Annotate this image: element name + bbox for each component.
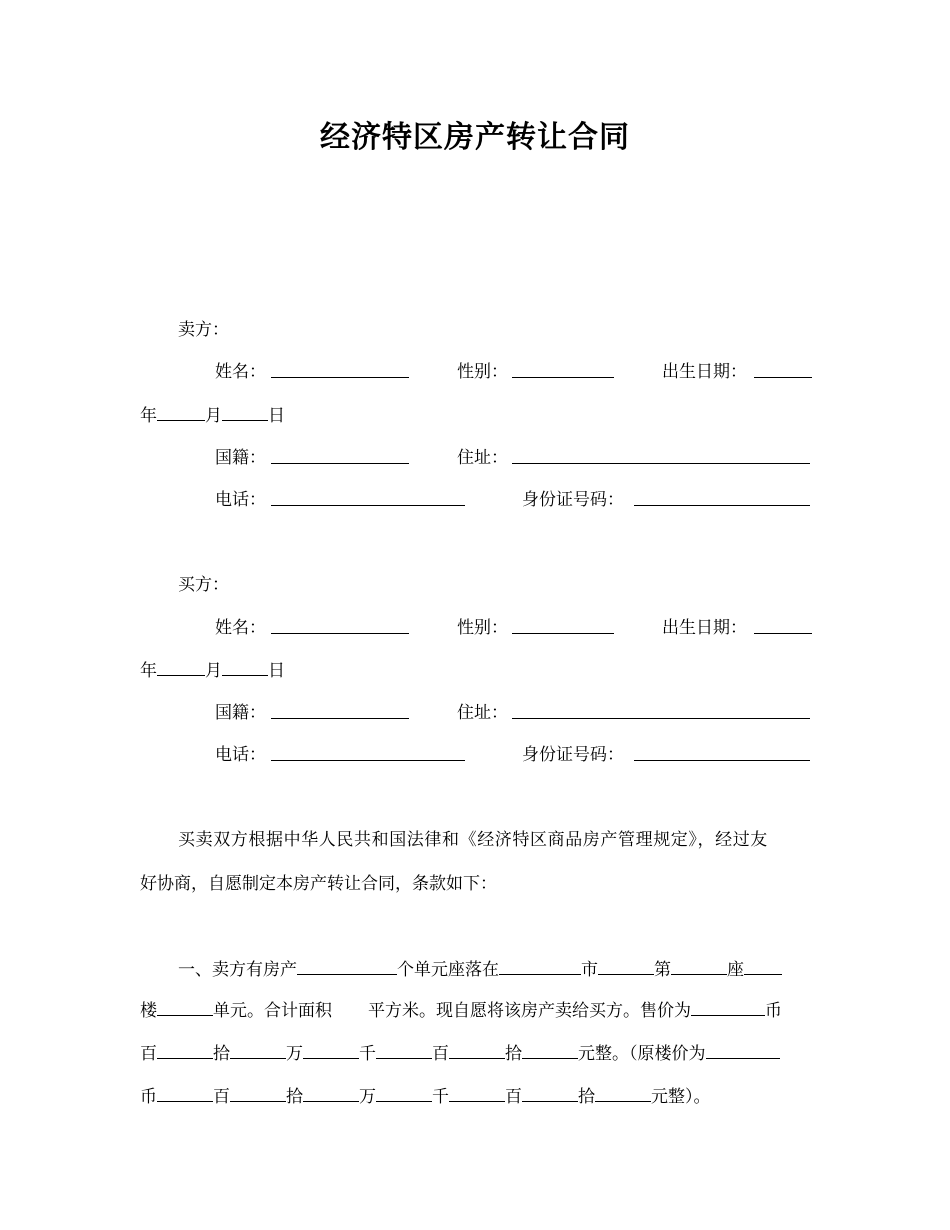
buyer-year-label: 年 — [140, 661, 157, 681]
clause1-text: 座 — [727, 960, 744, 980]
seller-id-label: 身份证号码： — [522, 490, 624, 510]
preamble-line-2 — [140, 872, 812, 896]
seller-nationality-blank[interactable] — [271, 446, 409, 464]
clause1-text: 一、卖方有房产 — [178, 960, 297, 980]
clause1-text: 币 — [140, 1087, 157, 1107]
seller-birth-month-blank[interactable] — [157, 403, 205, 421]
original-price-blank[interactable] — [522, 1084, 578, 1102]
clause1-text: 千 — [359, 1044, 376, 1064]
seller-month-label: 月 — [205, 406, 222, 426]
seller-name-label: 姓名： — [215, 362, 266, 382]
buyer-address-blank[interactable] — [512, 701, 810, 719]
unit-blank[interactable] — [157, 998, 213, 1016]
buyer-birth-month-blank[interactable] — [157, 658, 205, 676]
buyer-heading: 买方： — [178, 575, 229, 595]
seller-nationality-label: 国籍： — [215, 448, 266, 468]
price-blank[interactable] — [522, 1041, 578, 1059]
price-blank[interactable] — [449, 1041, 505, 1059]
clause1-text: 单元。合计面积 — [213, 1001, 332, 1021]
clause1-text: 百 — [140, 1044, 157, 1064]
preamble-line-1 — [140, 828, 812, 852]
clause1-text: 个单元座落在 — [397, 960, 499, 980]
seller-phone-blank[interactable] — [271, 488, 465, 506]
clause1-text: 万 — [359, 1087, 376, 1107]
clause1-text: 百 — [432, 1044, 449, 1064]
clause1-text: 元整。（原楼价为 — [578, 1044, 706, 1064]
seller-address-label: 住址： — [457, 448, 508, 468]
seller-id-blank[interactable] — [634, 488, 810, 506]
unit-count-blank[interactable] — [297, 957, 397, 975]
seller-day-label: 日 — [268, 406, 285, 426]
seller-heading: 卖方： — [178, 320, 229, 340]
buyer-birth-label: 出生日期： — [662, 618, 747, 638]
seller-gender-blank[interactable] — [512, 360, 614, 378]
seller-birth-row — [140, 403, 812, 428]
original-price-blank[interactable] — [157, 1084, 213, 1102]
buyer-nationality-blank[interactable] — [271, 701, 409, 719]
buyer-name-blank[interactable] — [271, 616, 409, 634]
clause1-text: 拾 — [286, 1087, 303, 1107]
clause1-line-1 — [140, 957, 812, 982]
buyer-gender-label: 性别： — [457, 618, 508, 638]
clause1-text: 拾 — [505, 1044, 522, 1064]
clause1-text: 万 — [286, 1044, 303, 1064]
buyer-birth-row — [140, 658, 812, 683]
buyer-address-label: 住址： — [457, 703, 508, 723]
clause1-text: 拾 — [578, 1087, 595, 1107]
price-blank[interactable] — [230, 1041, 286, 1059]
document-title: 经济特区房产转让合同 — [320, 120, 630, 155]
buyer-gender-blank[interactable] — [512, 616, 614, 634]
buyer-birth-day-blank[interactable] — [222, 658, 268, 676]
seller-address-blank[interactable] — [512, 446, 810, 464]
price-blank[interactable] — [157, 1041, 213, 1059]
price-currency-blank[interactable] — [691, 998, 765, 1016]
clause1-text: 楼 — [140, 1001, 157, 1021]
seller-gender-label: 性别： — [457, 362, 508, 382]
clause1-text: 百 — [505, 1087, 522, 1107]
clause1-line-4 — [140, 1084, 812, 1109]
preamble-text-2: 好协商，自愿制定本房产转让合同，条款如下： — [140, 874, 497, 894]
seller-birth-day-blank[interactable] — [222, 403, 268, 421]
original-price-blank[interactable] — [230, 1084, 286, 1102]
district-blank[interactable] — [598, 957, 654, 975]
original-price-blank[interactable] — [376, 1084, 432, 1102]
price-blank[interactable] — [303, 1041, 359, 1059]
city-blank[interactable] — [499, 957, 581, 975]
buyer-phone-blank[interactable] — [271, 743, 465, 761]
seller-heading-line — [140, 318, 812, 342]
original-price-currency-blank[interactable] — [706, 1041, 780, 1059]
clause1-line-2 — [140, 998, 812, 1023]
clause1-text: 拾 — [213, 1044, 230, 1064]
clause1-text: 千 — [432, 1087, 449, 1107]
buyer-birth-year-blank[interactable] — [754, 616, 812, 634]
clause1-text: 元整）。 — [651, 1087, 711, 1107]
clause1-text: 币 — [765, 1001, 782, 1021]
buyer-nationality-label: 国籍： — [215, 703, 266, 723]
original-price-blank[interactable] — [595, 1084, 651, 1102]
clause1-text: 平方米。现自愿将该房产卖给买方。售价为 — [368, 1001, 691, 1021]
buyer-month-label: 月 — [205, 661, 222, 681]
clause1-text: 市 — [581, 960, 598, 980]
floor-blank[interactable] — [744, 957, 782, 975]
clause1-line-3 — [140, 1041, 812, 1066]
buyer-id-label: 身份证号码： — [522, 745, 624, 765]
building-blank[interactable] — [671, 957, 727, 975]
clause1-text: 百 — [213, 1087, 230, 1107]
seller-phone-label: 电话： — [215, 490, 266, 510]
seller-year-label: 年 — [140, 406, 157, 426]
seller-name-blank[interactable] — [271, 360, 409, 378]
buyer-phone-label: 电话： — [215, 745, 266, 765]
seller-birth-label: 出生日期： — [662, 362, 747, 382]
seller-birth-year-blank[interactable] — [754, 360, 812, 378]
original-price-blank[interactable] — [449, 1084, 505, 1102]
price-blank[interactable] — [376, 1041, 432, 1059]
buyer-name-label: 姓名： — [215, 618, 266, 638]
clause1-text: 第 — [654, 960, 671, 980]
buyer-heading-line — [140, 573, 812, 597]
preamble-text-1: 买卖双方根据中华人民共和国法律和《经济特区商品房产管理规定》，经过友 — [178, 830, 768, 850]
buyer-id-blank[interactable] — [634, 743, 810, 761]
original-price-blank[interactable] — [303, 1084, 359, 1102]
buyer-day-label: 日 — [268, 661, 285, 681]
